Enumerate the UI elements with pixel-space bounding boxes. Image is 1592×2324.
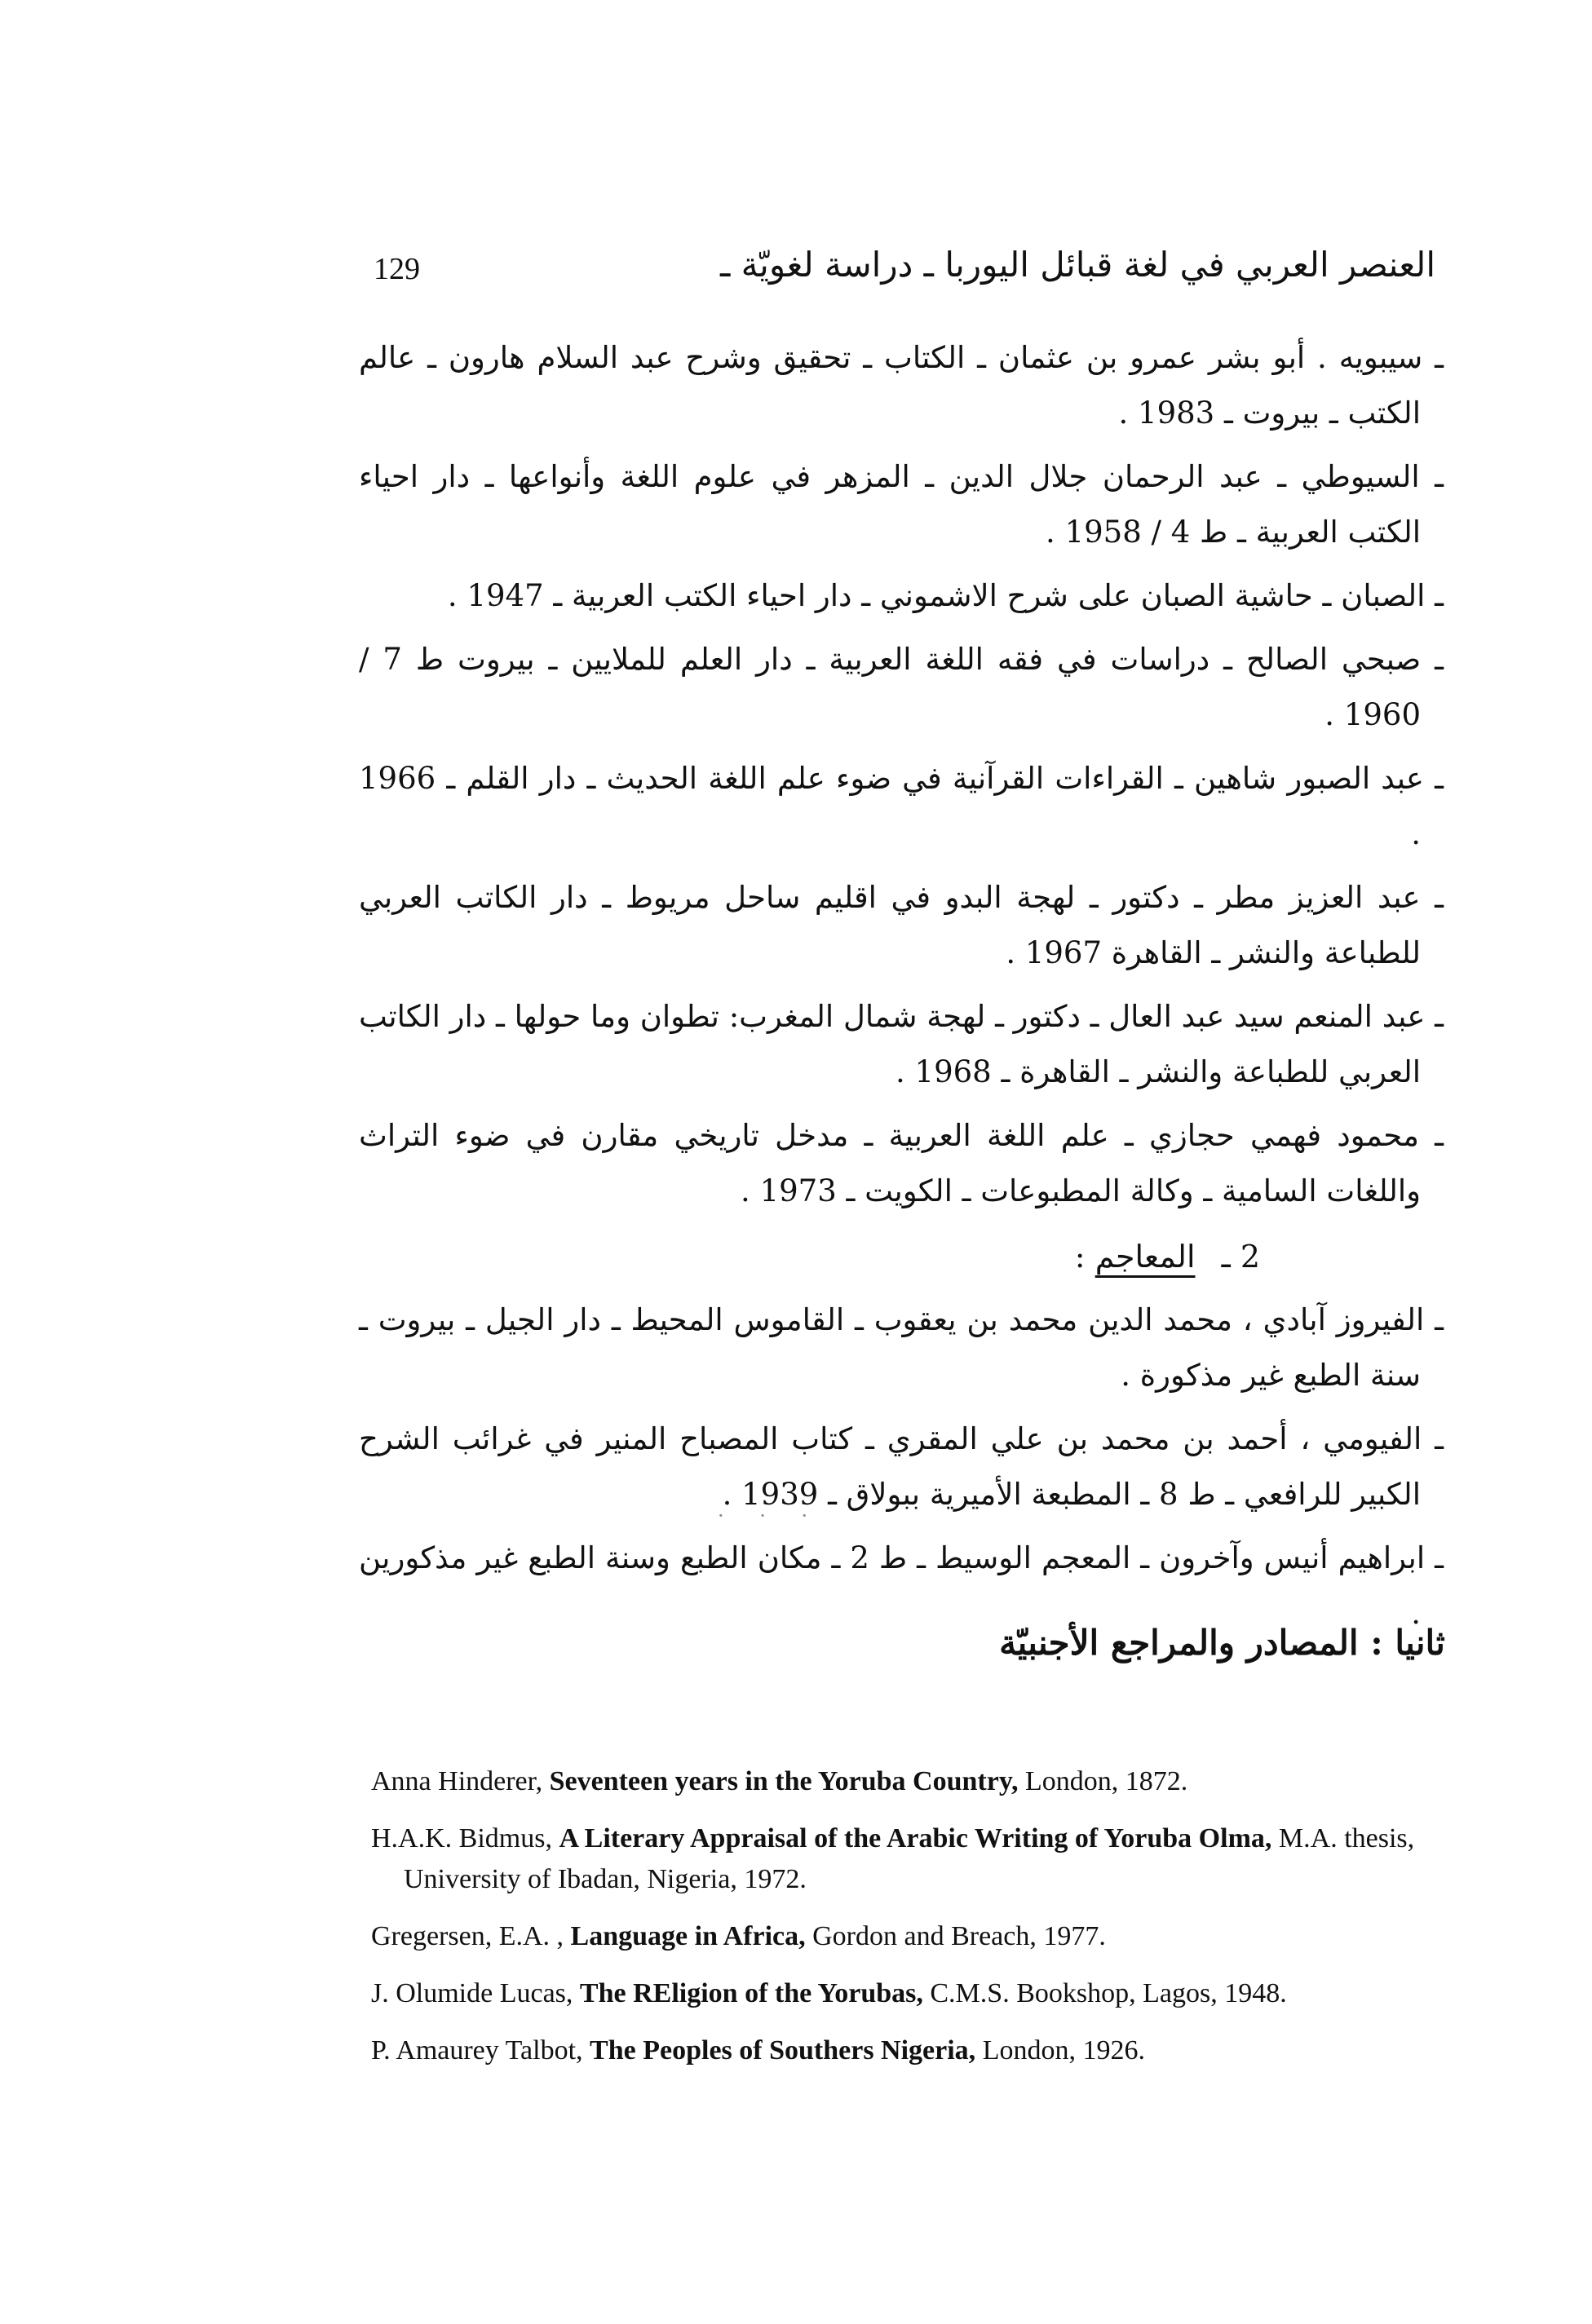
reference-item: ـ سيبويه . أبو بشر عمرو بن عثمان ـ الكتاب ـ تحقيق وشرح عبد السلام هارون ـ عالم الكتب ـ بيروت ـ 1983 .: [359, 340, 1444, 431]
ref-author: Anna Hinderer,: [371, 1766, 543, 1796]
subheading-number: 2 ـ: [1221, 1239, 1260, 1275]
page-number: 129: [374, 252, 420, 286]
reference-item: ـ الصبان ـ حاشية الصبان على شرح الاشموني ـ دار احياء الكتب العربية ـ 1947 .: [447, 578, 1444, 613]
dictionary-reference-item: ـ ابراهيم أنيس وآخرون ـ المعجم الوسيط ـ ط 2 ـ مكان الطبع وسنة الطبع غير مذكورين .: [359, 1540, 1444, 1631]
ref-publication: M.A. thesis, University of Ibadan, Nigeria, 1972.: [404, 1823, 1415, 1894]
dictionaries-subheading: [359, 1227, 1444, 1286]
ref-title: Language in Africa,: [570, 1921, 806, 1951]
running-title: العنصر العربي في لغة قبائل اليوربا ـ دراسة لغويّة ـ: [720, 245, 1435, 285]
ref-title: The Peoples of Southers Nigeria,: [590, 2035, 976, 2066]
reference-item: ـ السيوطي ـ عبد الرحمان جلال الدين ـ المزهر في علوم اللغة وأنواعها ـ دار احياء الكتب العربية ـ ط 4 / 1958 .: [359, 459, 1444, 550]
ref-title: Seventeen years in the Yoruba Country,: [549, 1766, 1019, 1796]
foreign-reference-item: [371, 1818, 1456, 1900]
ref-publication: London, 1926.: [982, 2035, 1145, 2066]
ref-publication: Gordon and Breach, 1977.: [812, 1921, 1106, 1951]
foreign-reference-item: [371, 2030, 1456, 2071]
ref-publication: London, 1872.: [1024, 1766, 1188, 1796]
foreign-reference-item: [371, 1761, 1456, 1802]
ref-author: Gregersen, E.A. ,: [371, 1921, 564, 1951]
ref-author: P. Amaurey Talbot,: [371, 2035, 583, 2066]
decorative-specks: · · ·: [718, 1504, 823, 1527]
foreign-reference-item: [371, 1973, 1456, 2014]
arabic-references-list: [359, 330, 1444, 1650]
ref-author: J. Olumide Lucas,: [371, 1978, 573, 2008]
dictionary-reference-item: ـ الفيروز آبادي ، محمد الدين محمد بن يعقوب ـ القاموس المحيط ـ دار الجيل ـ بيروت ـ سنة الطبع غير مذكورة .: [359, 1302, 1444, 1393]
reference-item: ـ عبد الصبور شاهين ـ القراءات القرآنية في ضوء علم اللغة الحديث ـ دار القلم ـ 1966 .: [359, 761, 1444, 851]
page-header: [359, 245, 1435, 310]
foreign-sources-heading: ثانيا : المصادر والمراجع الأجنبيّة: [999, 1623, 1445, 1663]
ref-publication: C.M.S. Bookshop, Lagos, 1948.: [930, 1978, 1287, 2008]
reference-item: ـ صبحي الصالح ـ دراسات في فقه اللغة العربية ـ دار العلم للملايين ـ بيروت ط 7 / 1960 .: [359, 642, 1444, 732]
reference-item: ـ محمود فهمي حجازي ـ علم اللغة العربية ـ مدخل تاريخي مقارن في ضوء التراث واللغات السامية ـ وكالة المطبوعات ـ الكويت ـ 1973 .: [359, 1118, 1444, 1208]
dictionary-reference-item: ـ الفيومي ، أحمد بن محمد بن علي المقري ـ كتاب المصباح المنير في غرائب الشرح الكبير للرافعي ـ ط 8 ـ المطبعة الأميرية ببولاق ـ 1939 .: [359, 1421, 1444, 1512]
subheading-title: المعاجم: [1094, 1239, 1196, 1275]
ref-title: The REligion of the Yorubas,: [579, 1978, 923, 2008]
ref-author: H.A.K. Bidmus,: [371, 1823, 552, 1853]
reference-item: ـ عبد العزيز مطر ـ دكتور ـ لهجة البدو في اقليم ساحل مريوط ـ دار الكاتب العربي للطباعة والنشر ـ القاهرة 1967 .: [359, 880, 1444, 970]
subheading-colon: :: [1074, 1239, 1086, 1275]
reference-item: ـ عبد المنعم سيد عبد العال ـ دكتور ـ لهجة شمال المغرب: تطوان وما حولها ـ دار الكاتب العربي للطباعة والنشر ـ القاهرة ـ 1968 .: [359, 999, 1444, 1089]
ref-title: A Literary Appraisal of the Arabic Writing of Yoruba Olma,: [559, 1823, 1272, 1853]
foreign-references-list: [371, 1761, 1456, 2088]
foreign-reference-item: [371, 1916, 1456, 1957]
